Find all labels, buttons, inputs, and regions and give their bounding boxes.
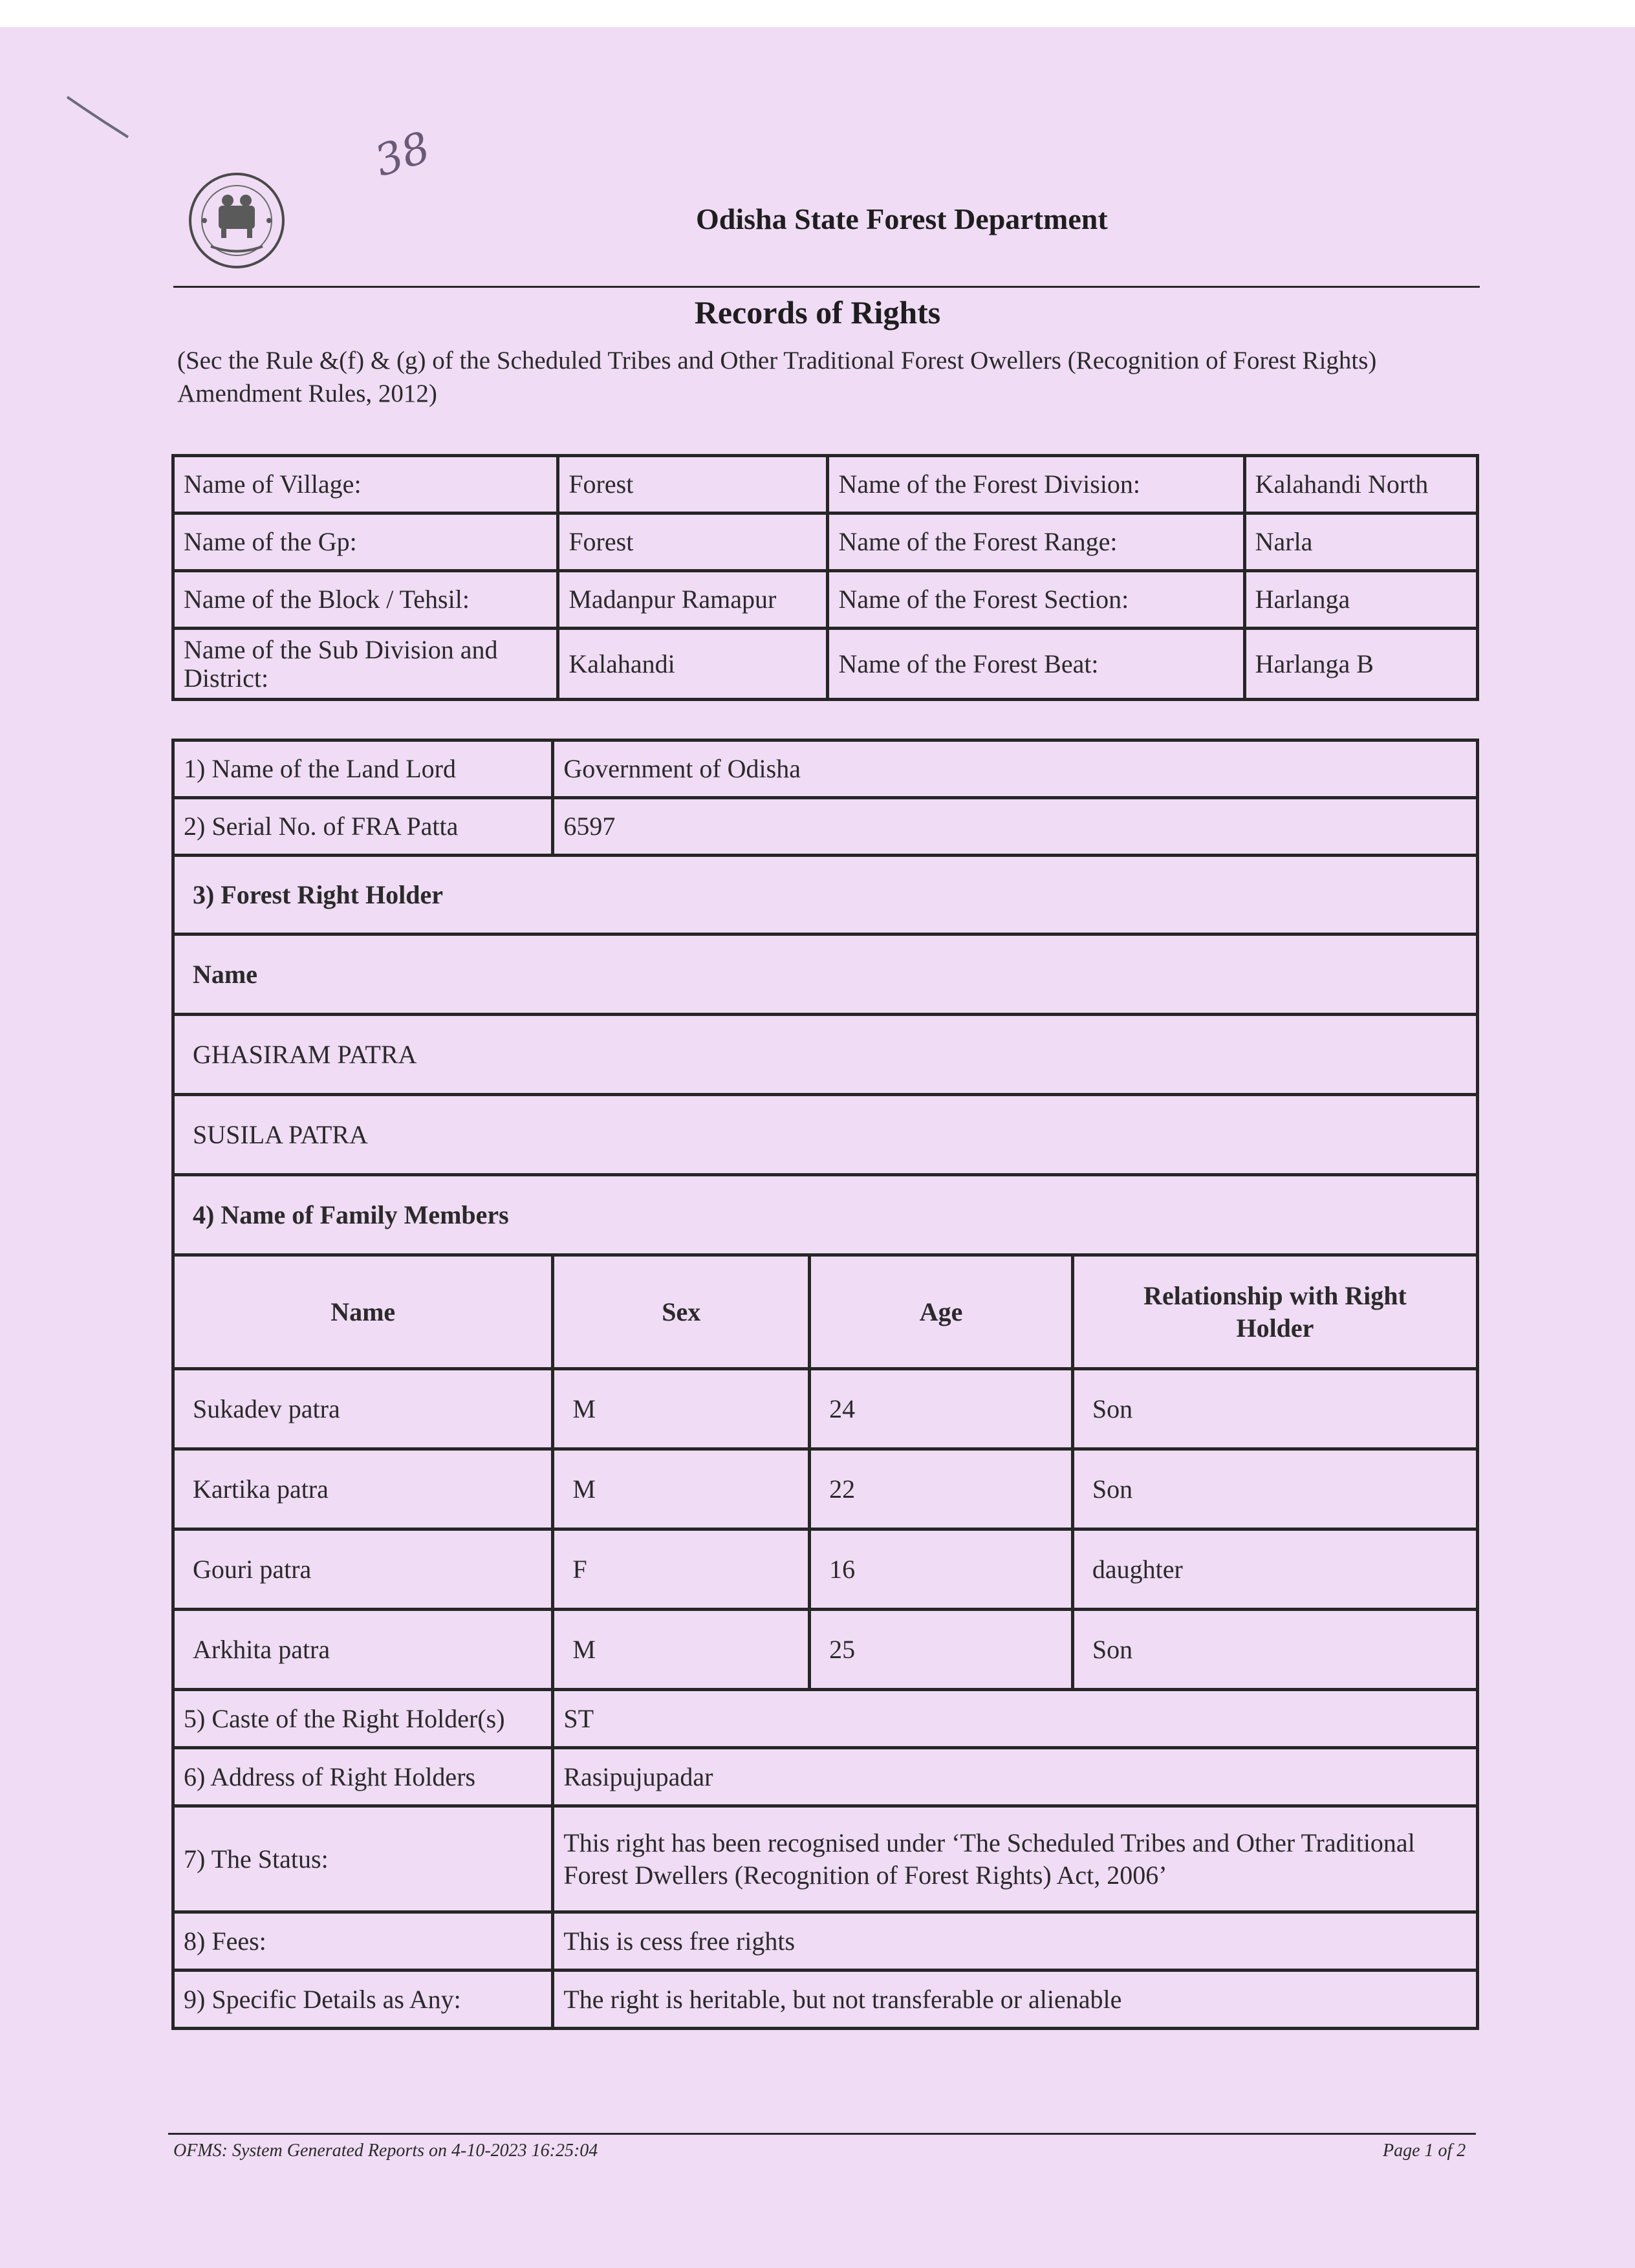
table-row (173, 934, 1478, 1015)
details-value: The right is heritable, but not transferable or alienable (553, 1971, 1478, 2029)
table-row (173, 1690, 1478, 1748)
footer-page-number: Page 1 of 2 (1383, 2141, 1466, 2161)
caste-label: 5) Caste of the Right Holder(s) (173, 1690, 553, 1748)
member-name: Kartika patra (173, 1449, 553, 1529)
status-label: 7) The Status: (173, 1806, 553, 1912)
table-row (173, 1971, 1478, 2029)
member-name: Gouri patra (173, 1529, 553, 1610)
table-header-row (173, 1255, 1478, 1369)
block-value: Madanpur Ramapur (558, 571, 828, 629)
forest-section-label: Name of the Forest Section: (828, 571, 1244, 629)
details-label: 9) Specific Details as Any: (173, 1971, 553, 2029)
family-row (173, 1529, 1478, 1610)
serial-value: 6597 (553, 798, 1478, 856)
member-sex: M (553, 1369, 810, 1449)
header-divider (173, 286, 1480, 288)
table-row (173, 1015, 1478, 1095)
table-row (173, 1912, 1478, 1971)
forest-range-label: Name of the Forest Range: (828, 513, 1244, 571)
document-sheet (0, 27, 1635, 2268)
member-relation: Son (1072, 1610, 1477, 1690)
column-header-sex: Sex (553, 1255, 810, 1369)
document-subtitle: (Sec the Rule &(f) & (g) of the Scheduled Tribes and Other Traditional Forest Owellers (Recognition of Forest Rights) Amendment Rules, 2012) (177, 347, 1377, 407)
document-title: Records of Rights (694, 294, 941, 330)
holder-name-heading: Name (173, 934, 1478, 1015)
member-relation: daughter (1072, 1529, 1477, 1610)
forest-division-label: Name of the Forest Division: (828, 456, 1244, 513)
table-row (173, 513, 1478, 571)
address-label: 6) Address of Right Holders (173, 1748, 553, 1806)
member-age: 24 (810, 1369, 1073, 1449)
department-title: Odisha State Forest Department (696, 202, 1108, 235)
land-lord-value: Government of Odisha (553, 740, 1478, 798)
pen-stroke-mark (65, 92, 136, 150)
land-lord-label: 1) Name of the Land Lord (173, 740, 553, 798)
column-header-age: Age (810, 1255, 1073, 1369)
family-row (173, 1610, 1478, 1690)
status-value (553, 1806, 1478, 1912)
forest-range-value: Narla (1244, 513, 1477, 571)
member-name: Sukadev patra (173, 1369, 553, 1449)
table-row (173, 740, 1478, 798)
member-sex: F (553, 1529, 810, 1610)
table-row (173, 856, 1478, 934)
status-value-line-1: This right has been recognised under ‘The Scheduled Tribes and Other Traditional (563, 1828, 1415, 1857)
table-row (173, 1095, 1478, 1175)
member-sex: M (553, 1610, 810, 1690)
member-name: Arkhita patra (173, 1610, 553, 1690)
table-row (173, 1175, 1478, 1255)
gp-label: Name of the Gp: (173, 513, 558, 571)
table-row (173, 798, 1478, 856)
caste-value: ST (553, 1690, 1478, 1748)
location-table (171, 454, 1479, 701)
sub-division-value: Kalahandi (558, 629, 828, 700)
holder-name-1: GHASIRAM PATRA (173, 1015, 1478, 1095)
table-row (173, 456, 1478, 513)
fees-label: 8) Fees: (173, 1912, 553, 1971)
sub-division-label: Name of the Sub Division and District: (173, 629, 558, 700)
forest-beat-label: Name of the Forest Beat: (828, 629, 1244, 700)
member-age: 25 (810, 1610, 1073, 1690)
column-header-relationship: Relationship with Right Holder (1072, 1255, 1477, 1369)
table-row (173, 1748, 1478, 1806)
forest-section-value: Harlanga (1244, 571, 1477, 629)
handwritten-page-number: 38 (369, 122, 436, 187)
member-age: 22 (810, 1449, 1073, 1529)
table-row (173, 1806, 1478, 1912)
forest-division-value: Kalahandi North (1244, 456, 1477, 513)
address-value: Rasipujupadar (553, 1748, 1478, 1806)
family-row (173, 1449, 1478, 1529)
odisha-emblem-icon (185, 166, 288, 275)
column-header-name: Name (173, 1255, 553, 1369)
footer-generated-note: OFMS: System Generated Reports on 4-10-2023 16:25:04 (173, 2141, 598, 2161)
village-label: Name of Village: (173, 456, 558, 513)
member-relation: Son (1072, 1369, 1477, 1449)
member-age: 16 (810, 1529, 1073, 1610)
gp-value: Forest (558, 513, 828, 571)
member-sex: M (553, 1449, 810, 1529)
status-value-line-2: Forest Dwellers (Recognition of Forest Rights) Act, 2006’ (563, 1860, 1167, 1890)
family-heading: 4) Name of Family Members (173, 1175, 1478, 1255)
footer-divider (168, 2133, 1476, 2135)
village-value: Forest (558, 456, 828, 513)
family-row (173, 1369, 1478, 1449)
table-row (173, 571, 1478, 629)
member-relation: Son (1072, 1449, 1477, 1529)
holder-heading: 3) Forest Right Holder (173, 856, 1478, 934)
block-label: Name of the Block / Tehsil: (173, 571, 558, 629)
record-table (171, 739, 1479, 2030)
holder-name-2: SUSILA PATRA (173, 1095, 1478, 1175)
table-row (173, 629, 1478, 700)
serial-label: 2) Serial No. of FRA Patta (173, 798, 553, 856)
fees-value: This is cess free rights (553, 1912, 1478, 1971)
forest-beat-value: Harlanga B (1244, 629, 1477, 700)
